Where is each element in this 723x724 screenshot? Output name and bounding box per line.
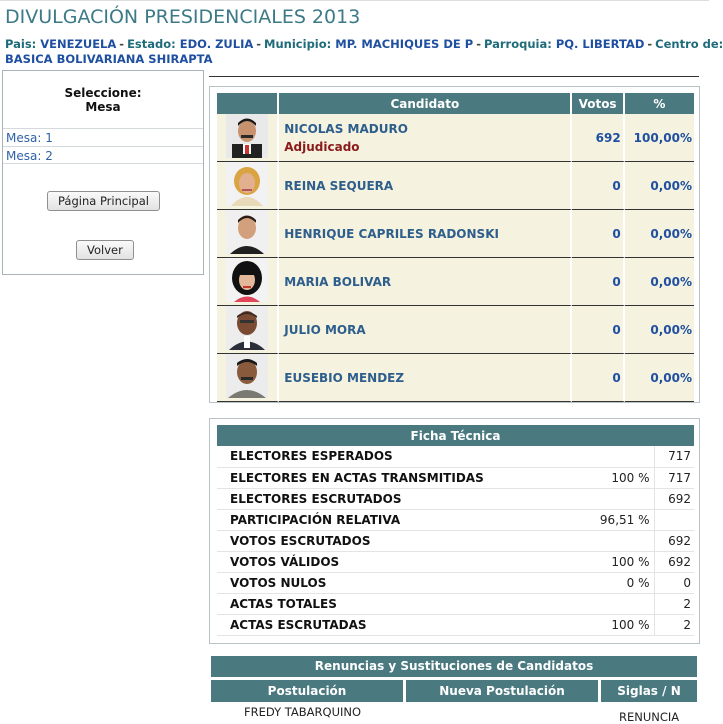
mesa-selector-panel <box>2 70 204 275</box>
ficha-row <box>217 509 694 530</box>
crumb-pais[interactable]: Pais: VENEZUELA <box>5 37 117 51</box>
home-page-button[interactable]: Página Principal <box>47 191 160 211</box>
candidate-name-cell <box>279 354 572 402</box>
back-button[interactable]: Volver <box>76 240 134 260</box>
ficha-percent: 100 % <box>574 614 654 635</box>
selector-heading: Seleccione: Mesa <box>64 86 142 114</box>
ficha-row <box>217 614 694 635</box>
candidate-row <box>217 162 694 210</box>
ficha-percent: 100 % <box>574 467 654 488</box>
crumb-municipio[interactable]: Municipio: MP. MACHIQUES DE P <box>264 37 474 51</box>
page-title: DIVULGACIÓN PRESIDENCIALES 2013 <box>5 6 361 28</box>
candidate-name: EUSEBIO MENDEZ <box>284 370 405 385</box>
ficha-percent: 96,51 % <box>574 509 654 530</box>
ficha-label: PARTICIPACIÓN RELATIVA <box>217 509 574 530</box>
siglas-column-header: Siglas / N <box>601 680 697 702</box>
candidate-percent: 0,00% <box>625 210 694 258</box>
candidate-photo-cell <box>217 354 279 402</box>
candidate-votes: 0 <box>572 210 624 258</box>
ficha-percent <box>574 593 654 614</box>
ficha-tecnica-table <box>217 425 694 636</box>
ficha-row <box>217 446 694 467</box>
ficha-value: 717 <box>654 446 694 467</box>
ficha-label: VOTOS NULOS <box>217 572 574 593</box>
ficha-row <box>217 467 694 488</box>
candidate-votes: 0 <box>572 258 624 306</box>
candidate-name-cell <box>279 114 572 162</box>
renuncias-row <box>211 704 697 724</box>
ficha-percent <box>574 446 654 467</box>
nueva-postulacion-column-header: Nueva Postulación <box>406 680 598 702</box>
renuncia-siglas: RENUNCIA <box>619 710 680 724</box>
candidate-percent: 0,00% <box>625 162 694 210</box>
ficha-value: 692 <box>654 530 694 551</box>
breadcrumb: Pais: VENEZUELA - Estado: EDO. ZULIA - Municipio: MP. MACHIQUES DE P - Parroquia: PQ. LIBERTAD - Centro de: BASICA BOLIVARIANA SHIRAPTA <box>5 37 723 66</box>
ficha-value: 717 <box>654 467 694 488</box>
ficha-label: VOTOS ESCRUTADOS <box>217 530 574 551</box>
mesa-list <box>3 128 203 164</box>
candidates-table <box>217 93 694 402</box>
ficha-label: ELECTORES EN ACTAS TRANSMITIDAS <box>217 467 574 488</box>
candidate-row <box>217 258 694 306</box>
crumb-centro[interactable]: Centro de: <box>655 37 723 51</box>
ficha-value: 2 <box>654 593 694 614</box>
photo-column-header <box>217 93 279 114</box>
candidate-photo <box>226 258 268 302</box>
ficha-title: Ficha Técnica <box>217 425 694 446</box>
candidate-photo <box>226 114 268 158</box>
candidate-photo-cell <box>217 114 279 162</box>
ficha-row <box>217 572 694 593</box>
candidates-header-row <box>217 93 694 114</box>
ficha-value: 692 <box>654 488 694 509</box>
ficha-row <box>217 551 694 572</box>
ficha-label: ACTAS TOTALES <box>217 593 574 614</box>
candidate-votes: 0 <box>572 306 624 354</box>
mesa-link-1[interactable]: Mesa: 1 <box>3 128 203 146</box>
candidate-column-header: Candidato <box>279 93 572 114</box>
candidate-votes: 692 <box>572 114 624 162</box>
ficha-value: 692 <box>654 551 694 572</box>
renuncias-title: Renuncias y Sustituciones de Candidatos <box>211 656 697 677</box>
candidate-name: JULIO MORA <box>284 322 366 337</box>
candidate-name-cell <box>279 210 572 258</box>
ficha-label: VOTOS VÁLIDOS <box>217 551 574 572</box>
divider <box>209 76 699 77</box>
candidate-photo-cell <box>217 162 279 210</box>
ficha-row <box>217 488 694 509</box>
renuncias-header-row <box>211 680 697 702</box>
candidate-name-cell <box>279 258 572 306</box>
status-badge: Adjudicado <box>284 139 360 154</box>
ficha-percent <box>574 530 654 551</box>
candidate-photo <box>226 306 268 350</box>
candidate-name: HENRIQUE CAPRILES RADONSKI <box>284 226 499 241</box>
candidate-photo-cell <box>217 258 279 306</box>
candidate-row <box>217 354 694 402</box>
candidate-photo <box>226 210 268 254</box>
candidate-percent: 100,00% <box>625 114 694 162</box>
renuncia-postulacion: FREDY TABARQUINO <box>244 705 362 719</box>
candidate-name-cell <box>279 162 572 210</box>
percent-column-header: % <box>625 93 694 114</box>
candidate-name: NICOLAS MADURO <box>284 121 408 136</box>
crumb-parroquia[interactable]: Parroquia: PQ. LIBERTAD <box>483 37 645 51</box>
ficha-value: 0 <box>654 572 694 593</box>
postulacion-column-header: Postulación <box>211 680 403 702</box>
candidate-row <box>217 306 694 354</box>
candidate-votes: 0 <box>572 162 624 210</box>
mesa-link-2[interactable]: Mesa: 2 <box>3 146 203 164</box>
ficha-percent: 0 % <box>574 572 654 593</box>
candidate-percent: 0,00% <box>625 354 694 402</box>
ficha-label: ELECTORES ESCRUTADOS <box>217 488 574 509</box>
top-border <box>0 0 709 1</box>
ficha-label: ELECTORES ESPERADOS <box>217 446 574 467</box>
candidate-percent: 0,00% <box>625 306 694 354</box>
candidate-votes: 0 <box>572 354 624 402</box>
candidate-photo <box>226 162 268 206</box>
crumb-estado[interactable]: Estado: EDO. ZULIA <box>127 37 254 51</box>
candidate-photo <box>226 354 268 398</box>
ficha-label: ACTAS ESCRUTADAS <box>217 614 574 635</box>
candidate-name: MARIA BOLIVAR <box>284 274 392 289</box>
ficha-row <box>217 530 694 551</box>
ficha-value <box>654 509 694 530</box>
ficha-percent: 100 % <box>574 551 654 572</box>
candidate-percent: 0,00% <box>625 258 694 306</box>
candidate-name: REINA SEQUERA <box>284 178 394 193</box>
candidate-name-cell <box>279 306 572 354</box>
candidate-row <box>217 210 694 258</box>
ficha-percent <box>574 488 654 509</box>
votes-column-header: Votos <box>572 93 624 114</box>
crumb-centro-name: BASICA BOLIVARIANA SHIRAPTA <box>5 52 213 66</box>
ficha-value: 2 <box>654 614 694 635</box>
candidate-photo-cell <box>217 210 279 258</box>
candidate-row <box>217 114 694 162</box>
candidate-photo-cell <box>217 306 279 354</box>
ficha-row <box>217 593 694 614</box>
